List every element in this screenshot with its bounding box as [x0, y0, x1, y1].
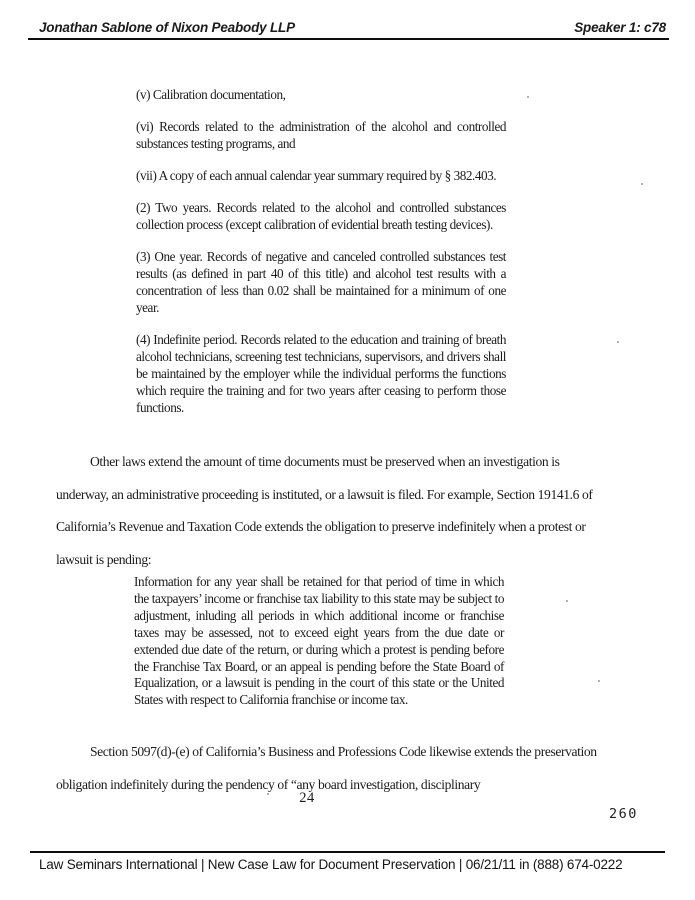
list-item-vi: (vi) Records related to the administration of the alcohol and controlled substances testing programs, and: [136, 119, 506, 151]
statute-retention-list: [136, 86, 506, 431]
paragraph-other-laws: Other laws extend the amount of time documents must be preserved when an investigation is underway, an administrative proceeding is instituted, or a lawsuit is filed. For example, Section 19141.6 of California’s Revenue and Taxation Code extends the obligation to preserve indefinitely when a protest or lawsuit is pending:: [56, 454, 593, 567]
footer-text: Law Seminars International | New Case Law for Document Preservation | 06/21/11 in (888) 674-0222: [39, 857, 623, 872]
scan-speck: [566, 600, 568, 602]
list-item-2: (2) Two years. Records related to the alcohol and controlled substances collection process (except calibration of evidential breath testing devices).: [136, 200, 506, 232]
list-item-vii: (vii) A copy of each annual calendar year summary required by § 382.403.: [136, 168, 497, 183]
scan-speck: [527, 96, 529, 98]
scan-speck: [598, 680, 600, 682]
list-item-v: (v) Calibration documentation,: [136, 87, 286, 102]
page-header: [28, 20, 669, 40]
bates-stamp-number: 260: [609, 806, 638, 822]
scan-speck: [267, 793, 269, 795]
list-item-3: (3) One year. Records of negative and canceled controlled substances test results (as defined in part 40 of this title) and alcohol test results with a concentration of less than 0.02 shall be maintained for a minimum of one year.: [136, 249, 506, 315]
paragraph-business-professions-code: Section 5097(d)-(e) of California’s Business and Professions Code likewise extends the preservation obligation indefinitely during the pendency of “any board investigation, disciplinary: [56, 744, 597, 792]
header-author: Jonathan Sablone of Nixon Peabody LLP: [39, 20, 295, 35]
scan-speck: [617, 341, 619, 343]
page-number: 24: [299, 790, 315, 806]
page-footer: [30, 851, 665, 872]
scan-speck: [641, 183, 643, 185]
header-speaker-label: Speaker 1: c78: [574, 20, 666, 35]
list-item-4: (4) Indefinite period. Records related to the education and training of breath alcohol technicians, screening test technicians, supervisors, and drivers shall be maintained by the employer while the individual performs the functions which require the training and for two years after ceasing to perform those functions.: [136, 332, 506, 415]
blockquote-tax-code: Information for any year shall be retained for that period of time in which the taxpayers’ income or franchise tax liability to this state may be subject to adjustment, inluding all periods in which additional income or franchise taxes may be assessed, not to exceed eight years from the due date or extended due date of the return, or during which a protest is pending before the Franchise Tax Board, or an appeal is pending before the State Board of Equalization, or a lawsuit is pending in the court of this state or the United States with respect to California franchise or income tax.: [134, 574, 504, 708]
